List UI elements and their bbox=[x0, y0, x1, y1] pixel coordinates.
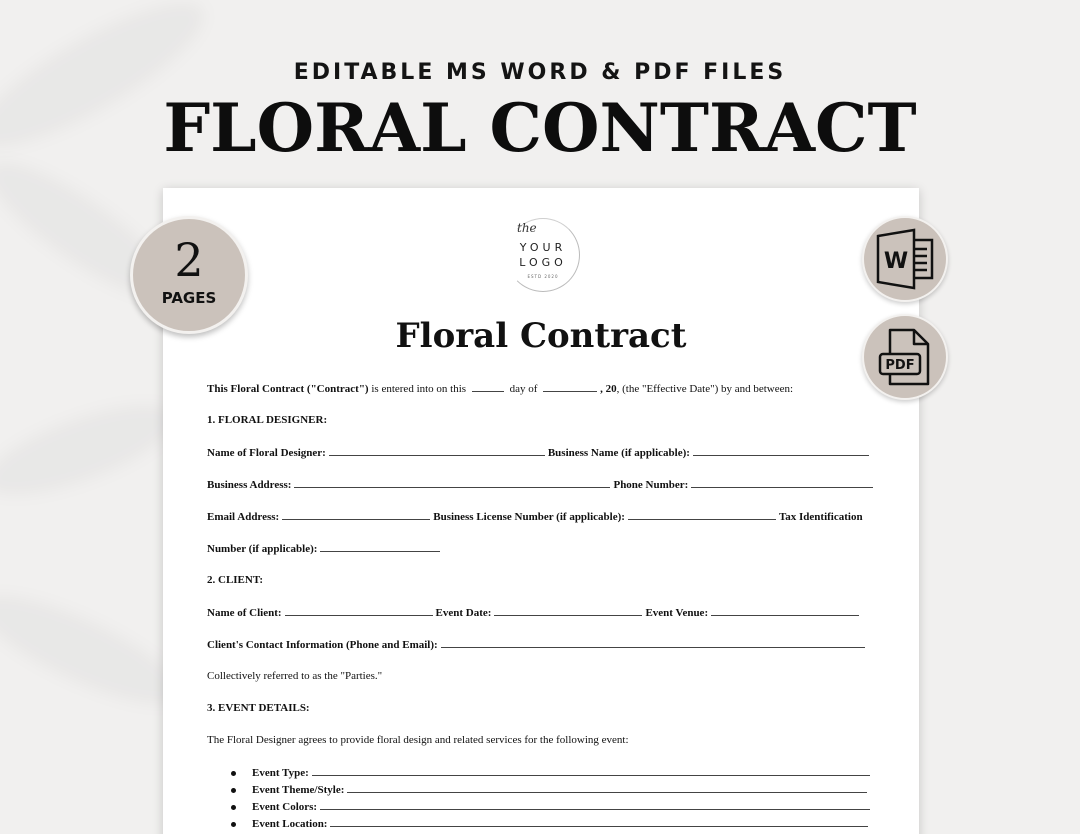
blank-line bbox=[543, 381, 597, 392]
blank-line[interactable] bbox=[691, 477, 873, 488]
logo-script: the bbox=[517, 221, 537, 235]
field-label: Event Venue: bbox=[645, 607, 709, 619]
section-heading: 3. EVENT DETAILS: bbox=[207, 702, 310, 714]
blank-line[interactable] bbox=[329, 445, 545, 456]
field-label: Event Colors: bbox=[252, 801, 318, 813]
blank-line[interactable] bbox=[320, 541, 440, 552]
logo-tagline: ESTD 2020 bbox=[527, 274, 559, 279]
section-heading: 1. FLORAL DESIGNER: bbox=[207, 414, 328, 426]
form-row bbox=[207, 637, 868, 652]
subtitle: EDITABLE MS WORD & PDF FILES bbox=[293, 60, 787, 85]
bullet-icon bbox=[231, 771, 236, 776]
background-shadow bbox=[0, 388, 184, 513]
blank-line bbox=[472, 381, 504, 392]
blank-line[interactable] bbox=[282, 509, 430, 520]
bullet-icon bbox=[231, 805, 236, 810]
field-label: Event Type: bbox=[252, 767, 309, 779]
form-row bbox=[207, 541, 443, 556]
blank-line[interactable] bbox=[347, 782, 867, 793]
event-intro: The Floral Designer agrees to provide floral design and related services for the following event: bbox=[207, 734, 629, 746]
field-label: Email Address: bbox=[207, 511, 280, 523]
list-item bbox=[231, 765, 873, 780]
pages-badge bbox=[130, 216, 248, 334]
field-label: Tax Identification bbox=[778, 511, 863, 523]
blank-line[interactable] bbox=[294, 477, 610, 488]
word-icon bbox=[864, 218, 946, 300]
field-label: Business Name (if applicable): bbox=[547, 447, 690, 459]
field-label: Name of Client: bbox=[207, 607, 282, 619]
list-item bbox=[231, 799, 873, 814]
pdf-label: PDF bbox=[885, 358, 915, 373]
blank-line[interactable] bbox=[711, 605, 859, 616]
field-label: Business Address: bbox=[207, 479, 292, 491]
form-row bbox=[207, 509, 863, 524]
pages-count: 2 bbox=[174, 233, 204, 287]
form-row bbox=[207, 477, 876, 492]
page-title: FLORAL CONTRACT bbox=[163, 89, 917, 167]
intro-year: , 20 bbox=[600, 383, 617, 395]
blank-line[interactable] bbox=[628, 509, 776, 520]
logo-line-1: YOUR bbox=[519, 241, 567, 254]
intro-text: is entered into on this bbox=[368, 383, 469, 395]
pdf-icon bbox=[864, 316, 946, 398]
field-label: Event Date: bbox=[435, 607, 492, 619]
intro-paragraph bbox=[207, 381, 793, 396]
bullet-icon bbox=[231, 788, 236, 793]
blank-line[interactable] bbox=[693, 445, 869, 456]
field-label: Business License Number (if applicable): bbox=[433, 511, 625, 523]
form-row bbox=[207, 445, 872, 460]
section-heading: 2. CLIENT: bbox=[207, 574, 264, 586]
blank-line[interactable] bbox=[312, 765, 870, 776]
document-title: Floral Contract bbox=[395, 316, 687, 356]
bullet-icon bbox=[231, 822, 236, 827]
field-label: Number (if applicable): bbox=[207, 543, 318, 555]
intro-bold: This Floral Contract ("Contract") bbox=[207, 383, 369, 395]
intro-text: day of bbox=[506, 383, 541, 395]
field-label: Event Theme/Style: bbox=[252, 784, 345, 796]
logo bbox=[506, 218, 580, 292]
pages-label: PAGES bbox=[161, 289, 217, 307]
field-label: Name of Floral Designer: bbox=[207, 447, 326, 459]
parties-text: Collectively referred to as the "Parties." bbox=[207, 670, 383, 682]
field-label: Phone Number: bbox=[613, 479, 689, 491]
field-label: Client's Contact Information (Phone and Email): bbox=[207, 639, 438, 651]
blank-line[interactable] bbox=[441, 637, 865, 648]
list-item bbox=[231, 782, 870, 797]
pdf-format-badge bbox=[862, 314, 948, 400]
intro-text: , (the "Effective Date") by and between: bbox=[616, 383, 794, 395]
document-preview bbox=[163, 188, 919, 834]
blank-line[interactable] bbox=[285, 605, 433, 616]
logo-line-2: LOGO bbox=[519, 256, 567, 269]
word-letter: W bbox=[883, 249, 909, 274]
list-item bbox=[231, 816, 871, 831]
blank-line[interactable] bbox=[320, 799, 870, 810]
blank-line[interactable] bbox=[494, 605, 642, 616]
blank-line[interactable] bbox=[330, 816, 868, 827]
field-label: Event Location: bbox=[252, 818, 328, 830]
word-format-badge bbox=[862, 216, 948, 302]
form-row bbox=[207, 605, 862, 620]
